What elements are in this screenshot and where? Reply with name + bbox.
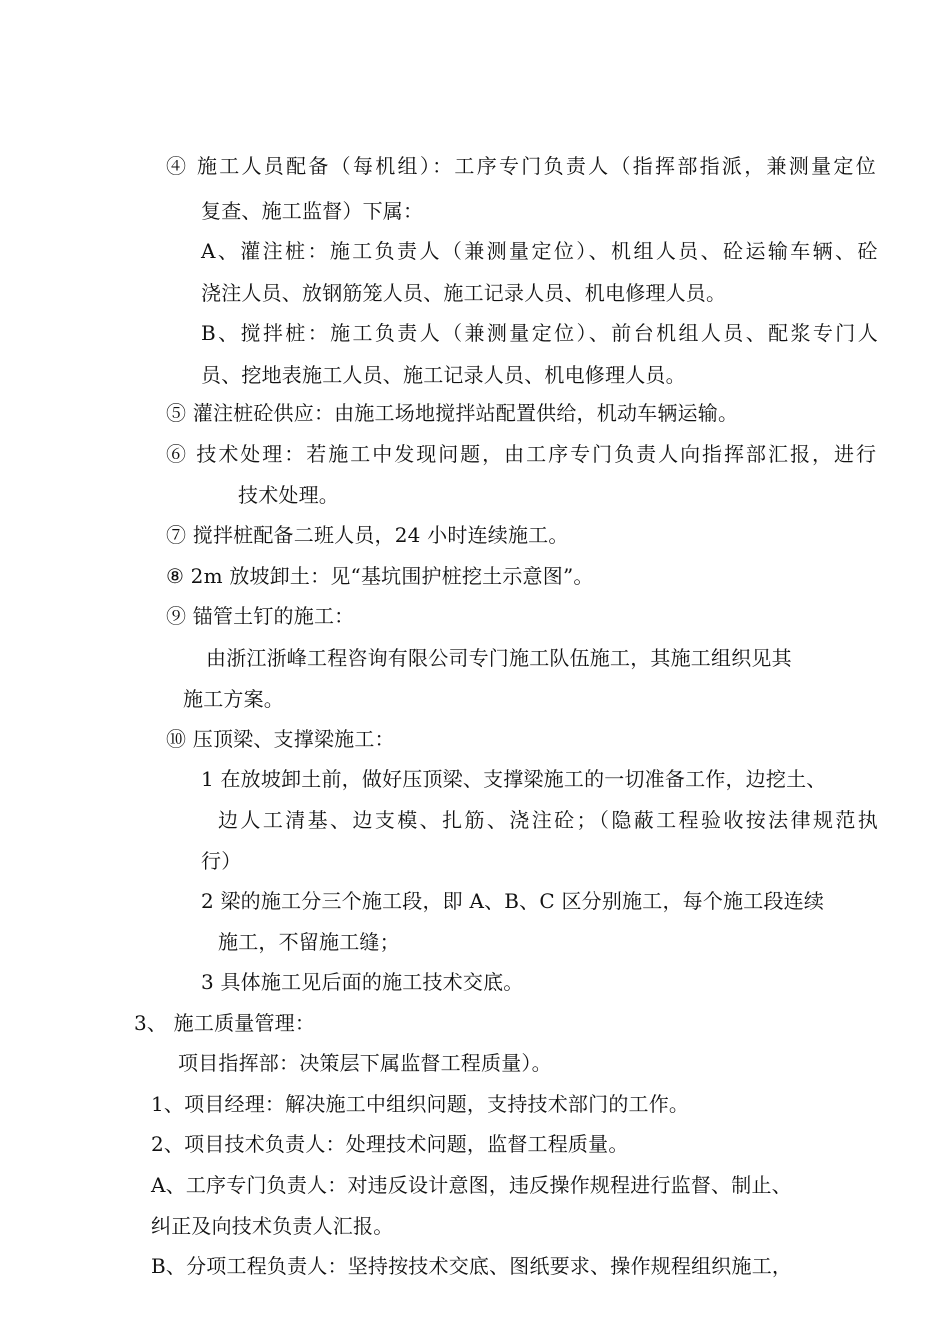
item-4-line-1: ④ 施工人员配备（每机组）：工序专门负责人（指挥部指派，兼测量定位 [166, 154, 878, 178]
section-3-intro: 项目指挥部：决策层下属监督工程质量）。 [178, 1051, 552, 1075]
item-4b-line-1: B、搅拌桩：施工负责人（兼测量定位）、前台机组人员、配浆专门人 [201, 321, 881, 345]
item-10-sub-1-line-2: 边人工清基、边支模、扎筋、浇注砼；（隐蔽工程验收按法律规范执 [218, 808, 881, 832]
section-3-heading: 3、 施工质量管理： [134, 1011, 316, 1035]
item-4b-line-2: 员、挖地表施工人员、施工记录人员、机电修理人员。 [201, 363, 686, 387]
item-10-sub-3: 3 具体施工见后面的施工技术交底。 [201, 970, 524, 994]
section-3-item-a-line-1: A、工序专门负责人：对违反设计意图，违反操作规程进行监督、制止、 [151, 1173, 792, 1197]
item-10-sub-2-line-2: 施工，不留施工缝； [218, 930, 400, 954]
item-6-line-1: ⑥ 技术处理：若施工中发现问题，由工序专门负责人向指挥部汇报，进行 [166, 442, 878, 466]
section-3-item-1: 1、项目经理：解决施工中组织问题，支持技术部门的工作。 [151, 1092, 690, 1116]
item-4a-line-1: A、灌注桩：施工负责人（兼测量定位）、机组人员、砼运输车辆、砼 [201, 239, 880, 263]
item-10: ⑩ 压顶梁、支撑梁施工： [166, 727, 395, 751]
item-7: ⑦ 搅拌桩配备二班人员，24 小时连续施工。 [166, 523, 569, 547]
section-3-item-a-line-2: 纠正及向技术负责人汇报。 [151, 1214, 394, 1238]
item-9-body-line-2: 施工方案。 [183, 687, 284, 711]
section-3-item-2: 2、项目技术负责人：处理技术问题，监督工程质量。 [151, 1132, 629, 1156]
item-4a-line-2: 浇注人员、放钢筋笼人员、施工记录人员、机电修理人员。 [201, 281, 727, 305]
item-8: ⑧ 2m 放坡卸土：见“基坑围护桩挖土示意图”。 [166, 564, 594, 588]
item-9-body-line-1: 由浙江浙峰工程咨询有限公司专门施工队伍施工，其施工组织见其 [206, 646, 792, 670]
item-6-line-2: 技术处理。 [238, 483, 339, 507]
item-9: ⑨ 锚管土钉的施工： [166, 604, 355, 628]
item-10-sub-1-line-3: 行） [201, 849, 242, 873]
item-10-sub-2-line-1: 2 梁的施工分三个施工段，即 A、B、C 区分别施工，每个施工段连续 [201, 889, 825, 913]
section-3-item-b: B、分项工程负责人：坚持按技术交底、图纸要求、操作规程组织施工， [151, 1254, 793, 1278]
item-5: ⑤ 灌注桩砼供应：由施工场地搅拌站配置供给，机动车辆运输。 [166, 401, 739, 425]
item-10-sub-1-line-1: 1 在放坡卸土前，做好压顶梁、支撑梁施工的一切准备工作，边挖土、 [201, 767, 827, 791]
item-4-line-2: 复查、施工监督）下属： [201, 199, 424, 223]
